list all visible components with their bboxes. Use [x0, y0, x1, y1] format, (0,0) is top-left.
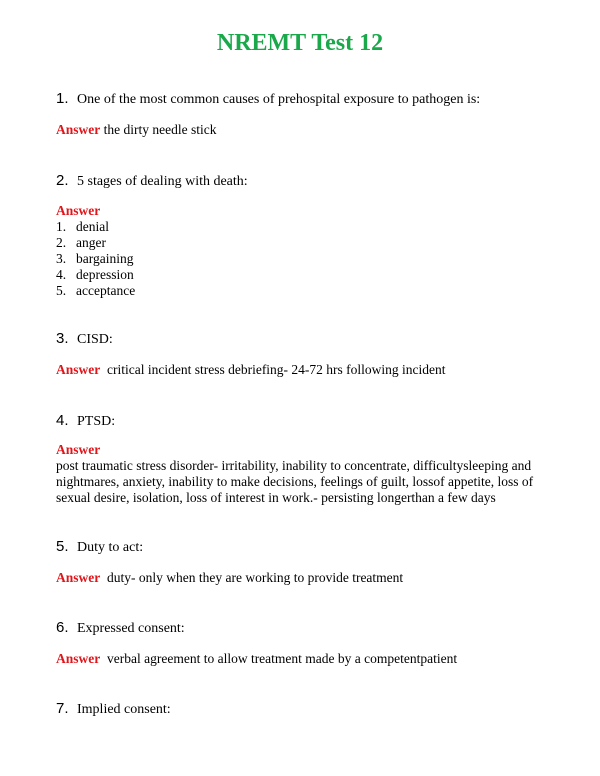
answer-label: Answer	[56, 570, 101, 585]
list-item: 3. bargaining	[56, 251, 134, 266]
question-text: Duty to act:	[77, 540, 144, 555]
answer-3	[56, 362, 446, 378]
stages-list	[56, 219, 135, 299]
question-1	[56, 90, 480, 109]
answer-text: critical incident stress debriefing- 24-72 hrs following incident	[107, 362, 446, 377]
question-2	[56, 172, 248, 191]
answer-label: Answer	[56, 651, 101, 666]
page-title: NREMT Test 12	[216, 30, 384, 56]
question-number: 7.	[56, 700, 69, 717]
answer-text: duty- only when they are working to provide treatment	[107, 570, 404, 585]
question-text: Implied consent:	[77, 702, 171, 717]
answer-6	[56, 651, 457, 667]
answer-label: Answer	[56, 442, 101, 457]
answer-label: Answer	[56, 362, 101, 377]
answer-label: Answer	[56, 122, 101, 137]
question-number: 5.	[56, 538, 69, 555]
question-6	[56, 619, 185, 638]
question-text: Expressed consent:	[77, 621, 185, 636]
question-text: CISD:	[77, 332, 113, 347]
answer-5	[56, 570, 403, 586]
question-5	[56, 538, 143, 557]
question-text: PTSD:	[77, 414, 116, 429]
answer-label: Answer	[56, 203, 101, 218]
question-text: 5 stages of dealing with death:	[77, 174, 248, 189]
question-text: One of the most common causes of prehospital exposure to pathogen is:	[77, 92, 481, 107]
list-item: 2. anger	[56, 235, 106, 250]
answer-text: verbal agreement to allow treatment made by a competentpatient	[107, 651, 458, 666]
answer-text: the dirty needle stick	[103, 122, 217, 137]
question-number: 6.	[56, 619, 69, 636]
question-number: 1.	[56, 90, 69, 107]
question-number: 4.	[56, 412, 69, 429]
list-item: 1. denial	[56, 219, 109, 234]
list-item: 4. depression	[56, 267, 134, 282]
list-item: 5. acceptance	[56, 283, 136, 298]
question-7	[56, 700, 171, 719]
answer-4-text: post traumatic stress disorder- irritability, inability to concentrate, difficultysleeping and nightmares, anxiety, inability to make decisions, feelings of guilt, lossof appetite, loss of sexual desire, isolation, loss of interest in work.- persisting longerthan a few days	[56, 458, 534, 505]
question-number: 3.	[56, 330, 69, 347]
question-4	[56, 412, 115, 431]
question-3	[56, 330, 113, 349]
answer-1	[56, 122, 216, 138]
question-number: 2.	[56, 172, 69, 189]
